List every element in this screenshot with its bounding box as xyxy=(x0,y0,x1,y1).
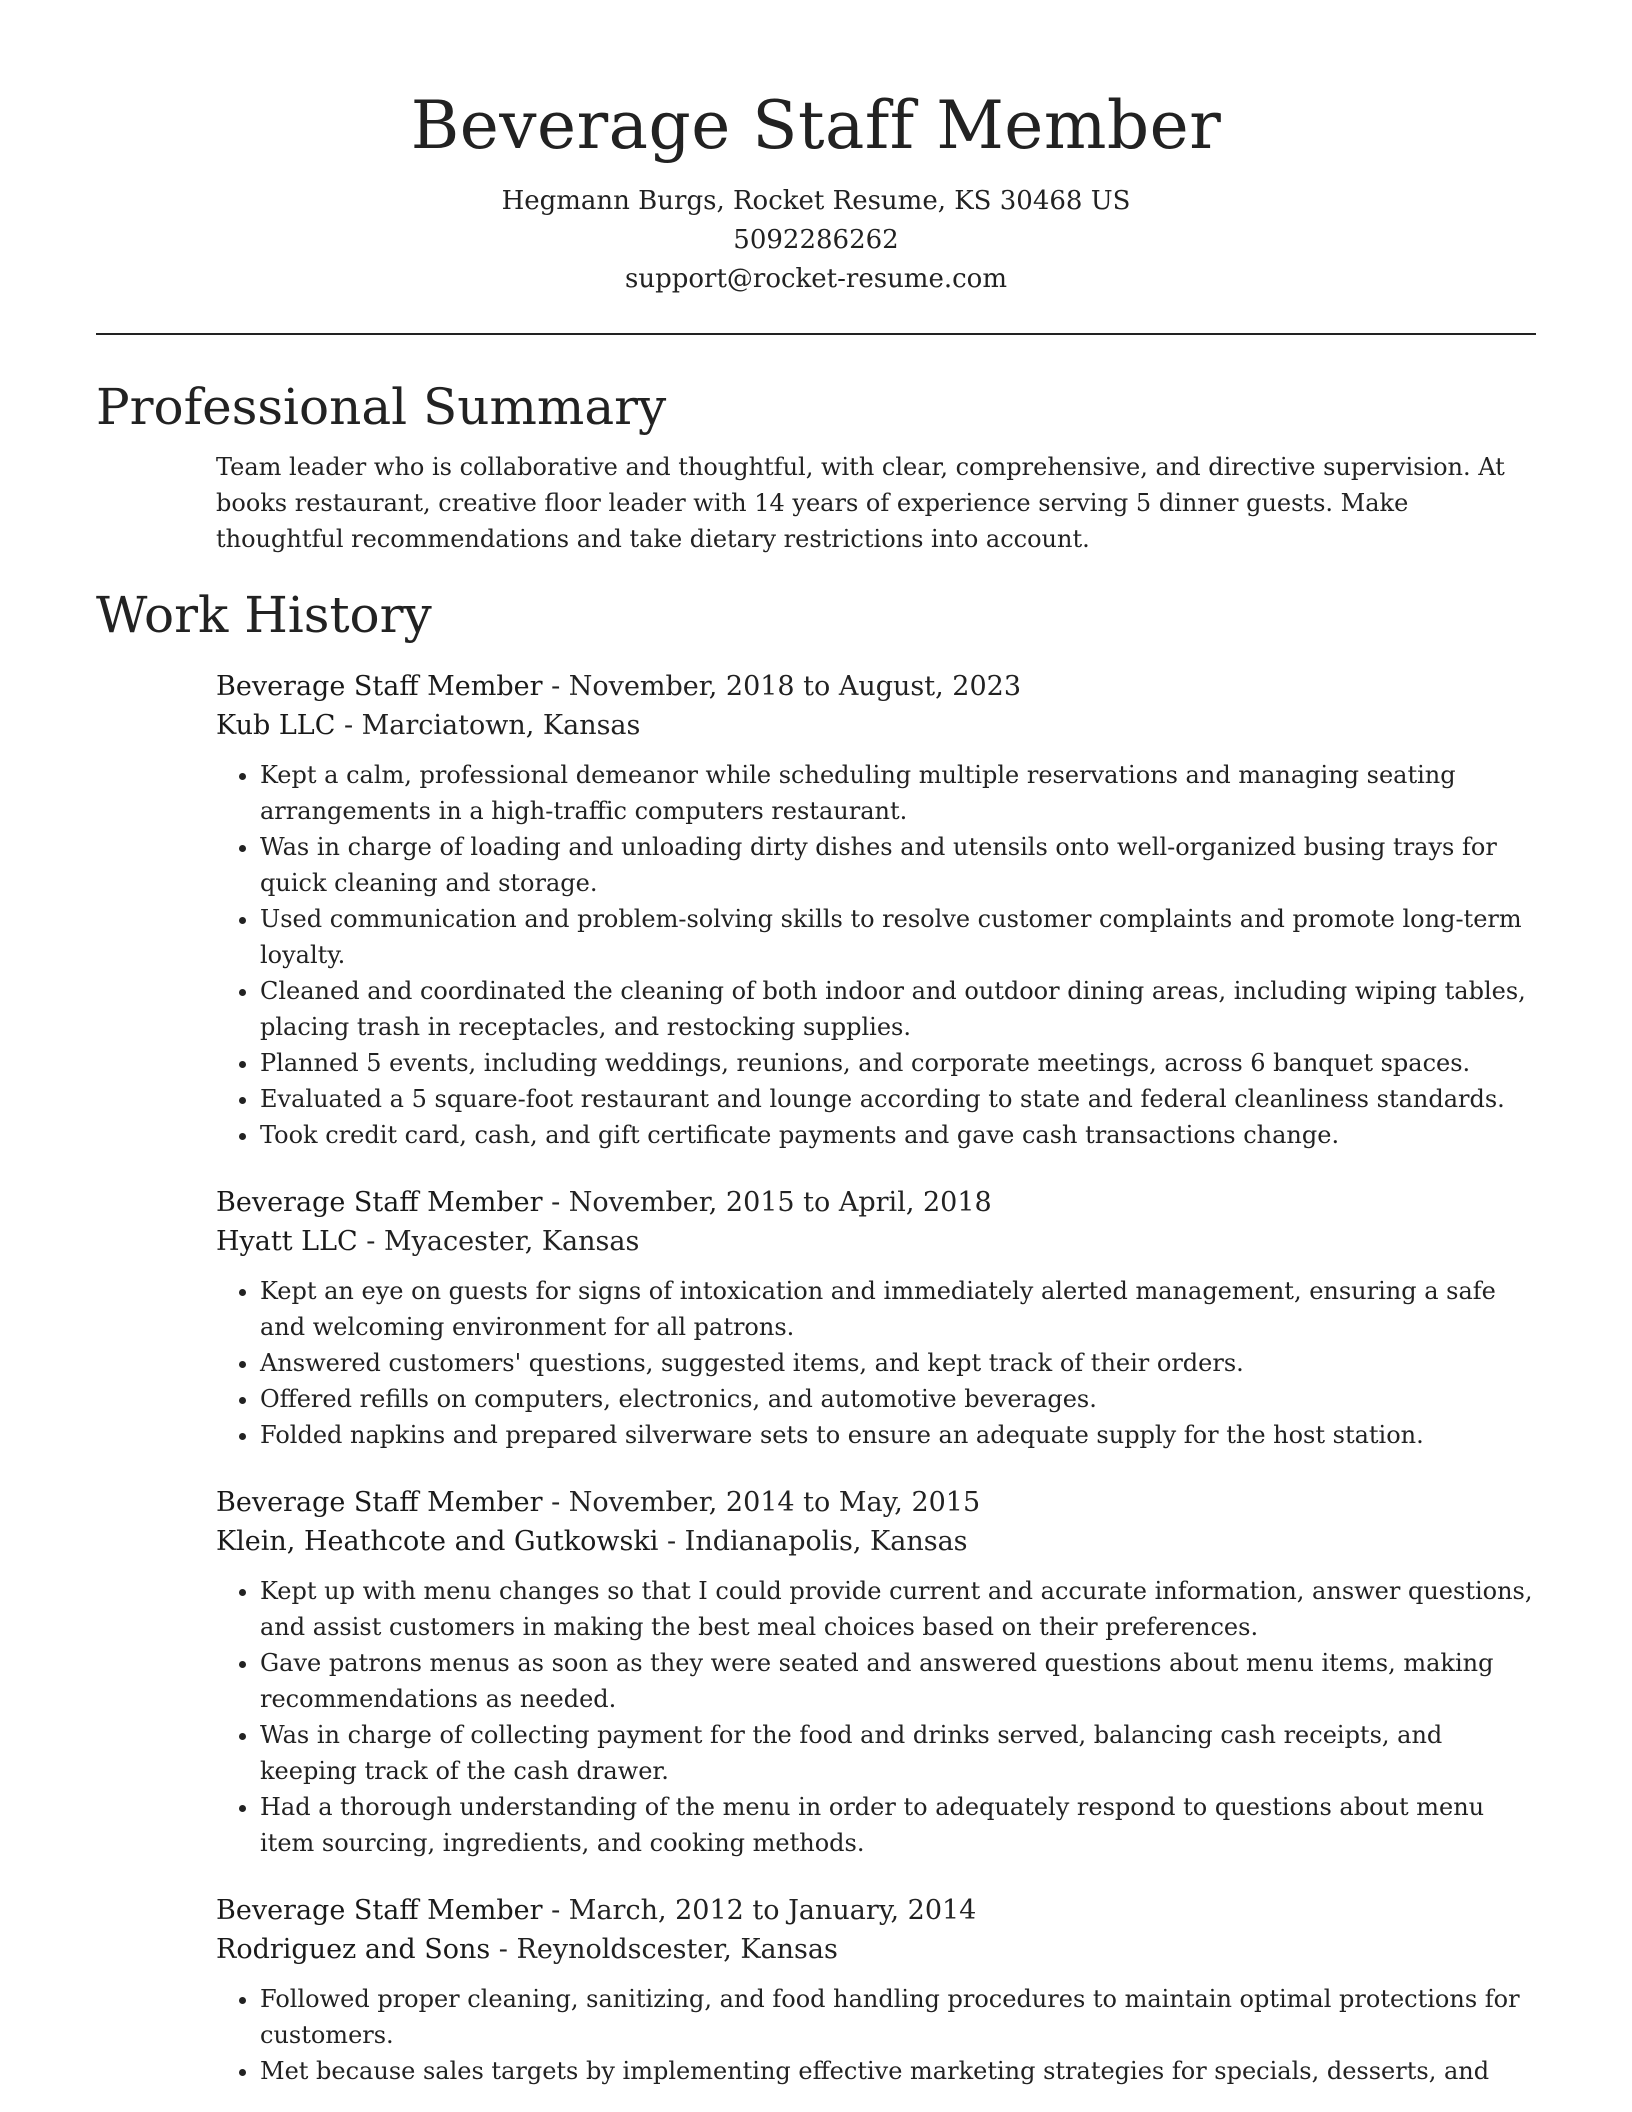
contact-email: support@rocket-resume.com xyxy=(624,264,1007,294)
job-bullet: • Folded napkins and prepared silverware sets to ensure an adequate supply for the host station. xyxy=(260,1417,1536,1453)
job-location: - Indianapolis, Kansas xyxy=(658,1526,968,1557)
job-bullet: • Had a thorough understanding of the menu in order to adequately respond to questions about menu item sourcing, ingredients, and cooking methods. xyxy=(260,1789,1536,1861)
job-company: Hyatt LLC xyxy=(216,1226,358,1257)
job-bullet: • Was in charge of collecting payment for the food and drinks served, balancing cash receipts, and keeping track of the cash drawer. xyxy=(260,1717,1536,1789)
job-company-line xyxy=(216,1222,1536,1261)
job-title-line xyxy=(216,667,1536,706)
work-history-heading: Work History xyxy=(96,586,432,644)
header-divider xyxy=(96,333,1536,335)
job-company: Rodriguez and Sons xyxy=(216,1934,491,1965)
job-dates: - March, 2012 to January, 2014 xyxy=(542,1895,977,1926)
job-dates: - November, 2018 to August, 2023 xyxy=(542,671,1022,702)
job-role: Beverage Staff Member xyxy=(216,1187,543,1218)
job-company-line xyxy=(216,1522,1536,1561)
contact-address: Hegmann Burgs, Rocket Resume, KS 30468 US xyxy=(501,186,1131,216)
resume-header xyxy=(96,0,1536,299)
job-dates: - November, 2014 to May, 2015 xyxy=(542,1487,981,1518)
job-bullets xyxy=(216,757,1536,1153)
job-bullet: • Evaluated a 5 square-foot restaurant and lounge according to state and federal cleanliness standards. xyxy=(260,1081,1536,1117)
job-role: Beverage Staff Member xyxy=(216,1487,543,1518)
job-entry xyxy=(216,1891,1536,2089)
job-title-line xyxy=(216,1483,1536,1522)
contact-block xyxy=(96,182,1536,299)
job-entry xyxy=(216,1483,1536,1861)
job-bullet: • Kept up with menu changes so that I could provide current and accurate information, answer questions, and assist customers in making the best meal choices based on their preferences. xyxy=(260,1573,1536,1645)
job-bullets xyxy=(216,1573,1536,1861)
job-title-line xyxy=(216,1183,1536,1222)
job-company: Kub LLC xyxy=(216,710,336,741)
job-location: - Marciatown, Kansas xyxy=(335,710,641,741)
job-dates: - November, 2015 to April, 2018 xyxy=(542,1187,992,1218)
job-bullets xyxy=(216,1981,1536,2089)
job-bullet: • Gave patrons menus as soon as they were seated and answered questions about menu items, making recommendations as needed. xyxy=(260,1645,1536,1717)
job-bullet: • Met because sales targets by implementing effective marketing strategies for specials, desserts, and xyxy=(260,2053,1536,2089)
job-bullets xyxy=(216,1273,1536,1453)
contact-phone: 5092286262 xyxy=(733,225,899,255)
job-role: Beverage Staff Member xyxy=(216,1895,543,1926)
job-bullet: • Kept an eye on guests for signs of intoxication and immediately alerted management, ensuring a safe and welcoming environment for all patrons. xyxy=(260,1273,1536,1345)
job-company-line xyxy=(216,1930,1536,1969)
job-title-line xyxy=(216,1891,1536,1930)
job-bullet: • Followed proper cleaning, sanitizing, and food handling procedures to maintain optimal protections for customers. xyxy=(260,1981,1536,2053)
summary-heading: Professional Summary xyxy=(96,378,667,436)
job-bullet: • Took credit card, cash, and gift certificate payments and gave cash transactions change. xyxy=(260,1117,1536,1153)
summary-text: Team leader who is collaborative and thoughtful, with clear, comprehensive, and directive supervision. At books restaurant, creative floor leader with 14 years of experience serving 5 dinner guests. Make thoughtful recommendations and take dietary restrictions into account. xyxy=(216,453,1505,553)
job-company: Klein, Heathcote and Gutkowski xyxy=(216,1526,659,1557)
job-bullet: • Planned 5 events, including weddings, reunions, and corporate meetings, across 6 banquet spaces. xyxy=(260,1045,1536,1081)
job-location: - Reynoldscester, Kansas xyxy=(490,1934,838,1965)
job-entry xyxy=(216,1183,1536,1453)
job-bullet: • Kept a calm, professional demeanor while scheduling multiple reservations and managing seating arrangements in a high-traffic computers restaurant. xyxy=(260,757,1536,829)
candidate-name: Beverage Staff Member xyxy=(410,87,1222,164)
job-company-line xyxy=(216,706,1536,745)
job-location: - Myacester, Kansas xyxy=(357,1226,640,1257)
job-entry xyxy=(216,667,1536,1153)
job-bullet: • Offered refills on computers, electronics, and automotive beverages. xyxy=(260,1381,1536,1417)
job-bullet: • Used communication and problem-solving skills to resolve customer complaints and promote long-term loyalty. xyxy=(260,901,1536,973)
job-bullet: • Answered customers' questions, suggested items, and kept track of their orders. xyxy=(260,1345,1536,1381)
job-bullet: • Was in charge of loading and unloading dirty dishes and utensils onto well-organized busing trays for quick cleaning and storage. xyxy=(260,829,1536,901)
job-role: Beverage Staff Member xyxy=(216,671,543,702)
job-bullet: • Cleaned and coordinated the cleaning of both indoor and outdoor dining areas, including wiping tables, placing trash in receptacles, and restocking supplies. xyxy=(260,973,1536,1045)
